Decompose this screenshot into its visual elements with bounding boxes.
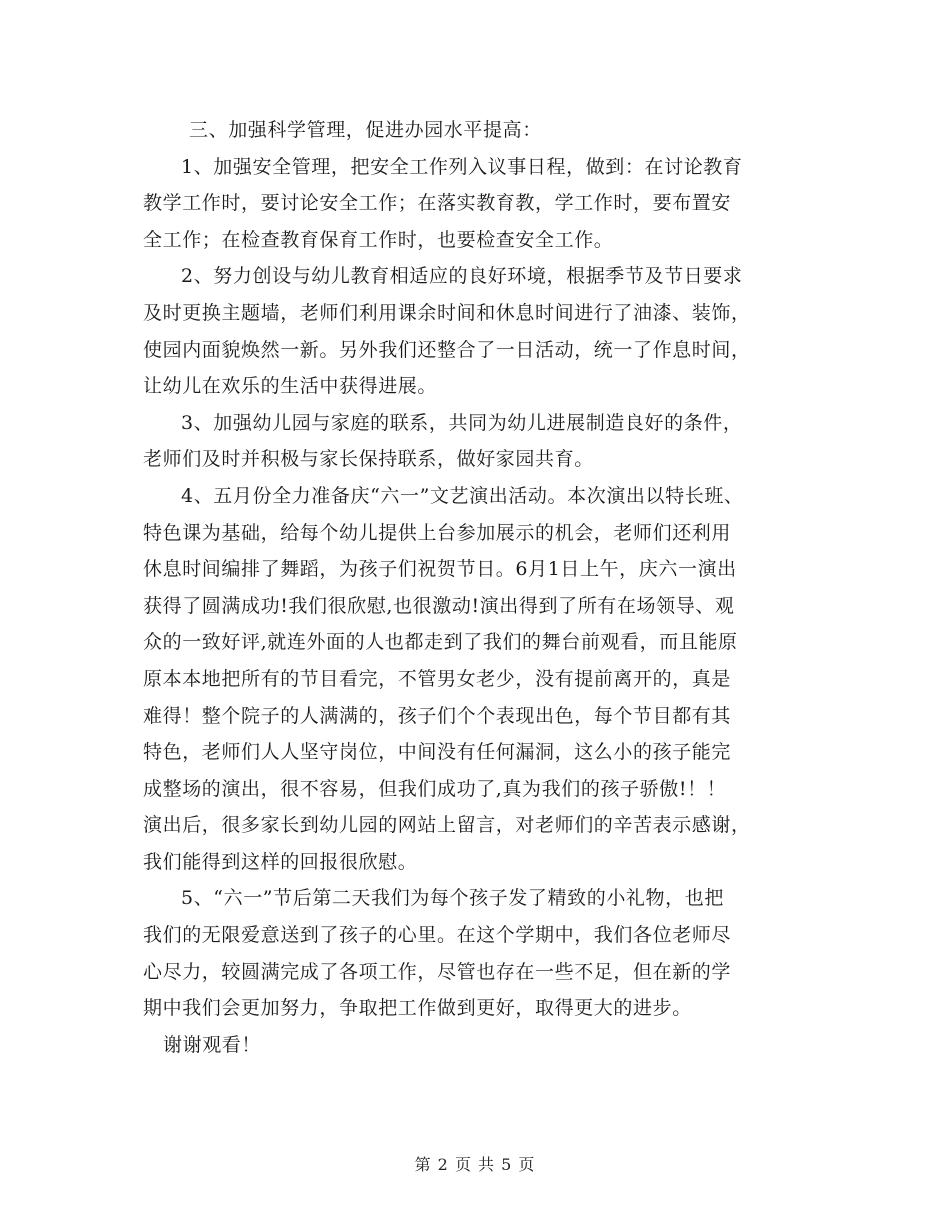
paragraph-4-line: 成整场的演出，很不容易，但我们成功了,真为我们的孩子骄傲!！！	[143, 777, 727, 800]
paragraph-3-line: 3、加强幼儿园与家庭的联系，共同为幼儿进展制造良好的条件，	[181, 411, 743, 434]
document-body	[143, 112, 823, 1063]
paragraph-2-line: 让幼儿在欢乐的生活中获得进展。	[143, 375, 438, 398]
paragraph-5-line: 5、“六一”节后第二天我们为每个孩子发了精致的小礼物，也把	[181, 887, 724, 910]
paragraph-5-line: 我们的无限爱意送到了孩子的心里。在这个学期中，我们各位老师尽	[143, 924, 732, 947]
paragraph-4-line: 4、五月份全力准备庆“六一”文艺演出活动。本次演出以特长班、	[181, 484, 744, 507]
paragraph-4-line: 休息时间编排了舞蹈，为孩子们祝贺节日。6月1日上午，庆六一演出	[143, 558, 737, 581]
paragraph-2-line: 及时更换主题墙，老师们利用课余时间和休息时间进行了油漆、装饰，	[143, 301, 751, 324]
paragraph-4-line: 特色课为基础，给每个幼儿提供上台参加展示的机会，老师们还利用	[143, 521, 732, 544]
paragraph-4-line: 特色，老师们人人坚守岗位，中间没有任何漏洞，这么小的孩子能完	[143, 741, 732, 764]
closing-thanks: 谢谢观看！	[163, 1033, 262, 1056]
paragraph-3-line: 老师们及时并积极与家长保持联系，做好家园共育。	[143, 448, 594, 471]
paragraph-4-line: 获得了圆满成功!我们很欣慰,也很激动!演出得到了所有在场领导、观	[143, 594, 735, 617]
paragraph-2-line: 使园内面貌焕然一新。另外我们还整合了一日活动，统一了作息时间，	[143, 338, 751, 361]
paragraph-1-line: 教学工作时，要讨论安全工作；在落实教育教，学工作时，要布置安	[143, 192, 732, 215]
paragraph-4-line: 我们能得到这样的回报很欣慰。	[143, 850, 418, 873]
paragraph-1-line: 1、加强安全管理，把安全工作列入议事日程，做到：在讨论教育	[181, 155, 743, 178]
paragraph-4-line: 演出后，很多家长到幼儿园的网站上留言，对老师们的辛苦表示感谢，	[143, 814, 751, 837]
page-number-footer: 第 2 页 共 5 页	[414, 1155, 536, 1174]
paragraph-4-line: 原本本地把所有的节目看完，不管男女老少，没有提前离开的，真是	[143, 667, 732, 690]
paragraph-2-line: 2、努力创设与幼儿教育相适应的良好环境，根据季节及节日要求	[181, 265, 743, 288]
section-heading: 三、加强科学管理，促进办园水平提高：	[189, 119, 542, 141]
paragraph-5-line: 心尽力，较圆满完成了各项工作，尽管也存在一些不足，但在新的学	[143, 960, 732, 983]
paragraph-5-line: 期中我们会更加努力，争取把工作做到更好，取得更大的进步。	[143, 997, 692, 1020]
paragraph-1-line: 全工作；在检查教育保育工作时，也要检查安全工作。	[143, 228, 614, 251]
paragraph-4-line: 难得！整个院子的人满满的，孩子们个个表现出色，每个节目都有其	[143, 704, 732, 727]
paragraph-4-line: 众的一致好评,就连外面的人也都走到了我们的舞台前观看，而且能原	[143, 631, 738, 654]
